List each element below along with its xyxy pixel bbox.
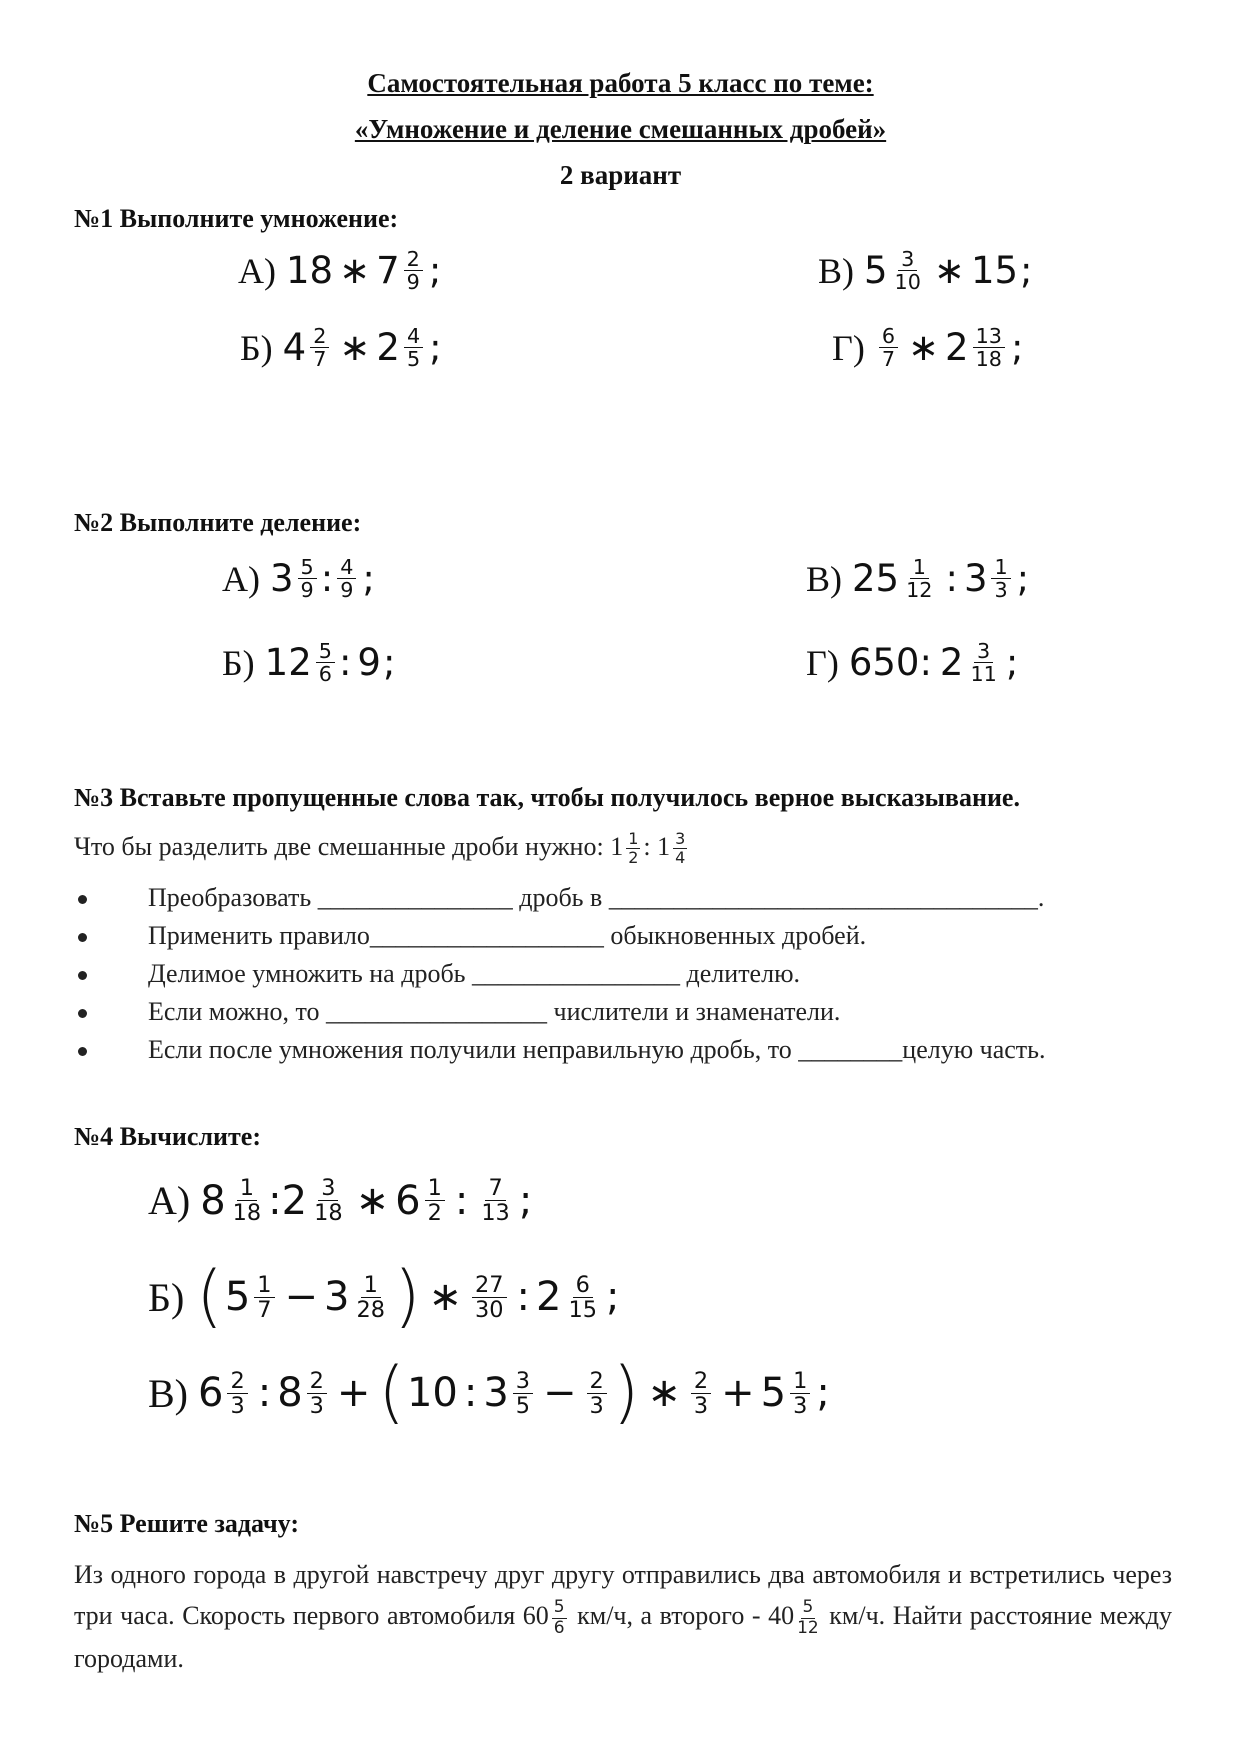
task3-heading: №3 Вставьте пропущенные слова так, чтобы получилось верное высказывание.: [74, 783, 1020, 812]
title-line-2: «Умножение и деление смешанных дробей»: [354, 114, 887, 144]
task3-intro: Что бы разделить две смешанные дроби нужно: 1 $\frac{1}{2}$ : 1 $\frac{3}{4}$: [74, 829, 686, 868]
bullet-dot: [78, 971, 87, 980]
variant-label: 2 вариант: [559, 160, 682, 190]
task2-b-expression: Б) 12 $\frac{5}{6}$ : 9 ;: [222, 639, 396, 687]
bullet-dot: [78, 895, 87, 904]
task1-b-expression: Б) 4 $\frac{2}{7}$ ∗ 2 $\frac{4}{5}$ ;: [240, 324, 442, 372]
task1-a-expression: А) 18 ∗ 7 $\frac{2}{9}$ ;: [238, 247, 442, 295]
title-line-1: Самостоятельная работа 5 класс по теме:: [367, 68, 874, 98]
bullet-dot: [78, 933, 87, 942]
bullet-dot: [78, 1047, 87, 1056]
task1-v-expression: В) 5 $\frac{3}{10}$ ∗ 15 ;: [818, 247, 1033, 295]
task4-heading: №4 Вычислите:: [74, 1122, 261, 1151]
task5-problem-text: Из одного города в другой навстречу друг другу отправились два автомобиля и встретились через три часа. Скорость первого автомобиля 60 $\frac{5}{6}$ км/ч, а второго - 40 $\frac{5}{12}$ км/ч. Найти расстояние между городами.: [74, 1560, 1172, 1674]
task1-heading: №1 Выполните умножение:: [74, 204, 399, 233]
task2-heading: №2 Выполните деление:: [74, 508, 362, 537]
task2-a-expression: А) 3 $\frac{5}{9}$ : $\frac{4}{9}$ ;: [222, 555, 375, 603]
task4-v-expression: В) 6 $\frac{2}{3}$ : 8 $\frac{2}{3}$ + ( 10 : 3 $\frac{3}{5}$ − $\frac{2}{3}$ ) ∗ $\frac{2}{3}$ + 5 $\frac{1}{3}$ ;: [148, 1353, 830, 1432]
task5-heading: №5 Решите задачу:: [74, 1509, 299, 1538]
task2-g-expression: Г) 650 : 2 $\frac{3}{11}$ ;: [806, 639, 1019, 687]
bullet-dot: [78, 1009, 87, 1018]
task4-b-expression: Б) ( 5 $\frac{1}{7}$ − 3 $\frac{1}{28}$ ) ∗ $\frac{27}{30}$ : 2 $\frac{6}{15}$ ;: [148, 1257, 620, 1336]
task4-a-expression: А) 8 $\frac{1}{18}$ : 2 $\frac{3}{18}$ ∗ 6 $\frac{1}{2}$ : $\frac{7}{13}$ ;: [148, 1175, 533, 1227]
task1-g-expression: Г) $\frac{6}{7}$ ∗ 2 $\frac{13}{18}$ ;: [832, 324, 1024, 372]
task2-v-expression: В) 25 $\frac{1}{12}$ : 3 $\frac{1}{3}$ ;: [806, 555, 1030, 603]
